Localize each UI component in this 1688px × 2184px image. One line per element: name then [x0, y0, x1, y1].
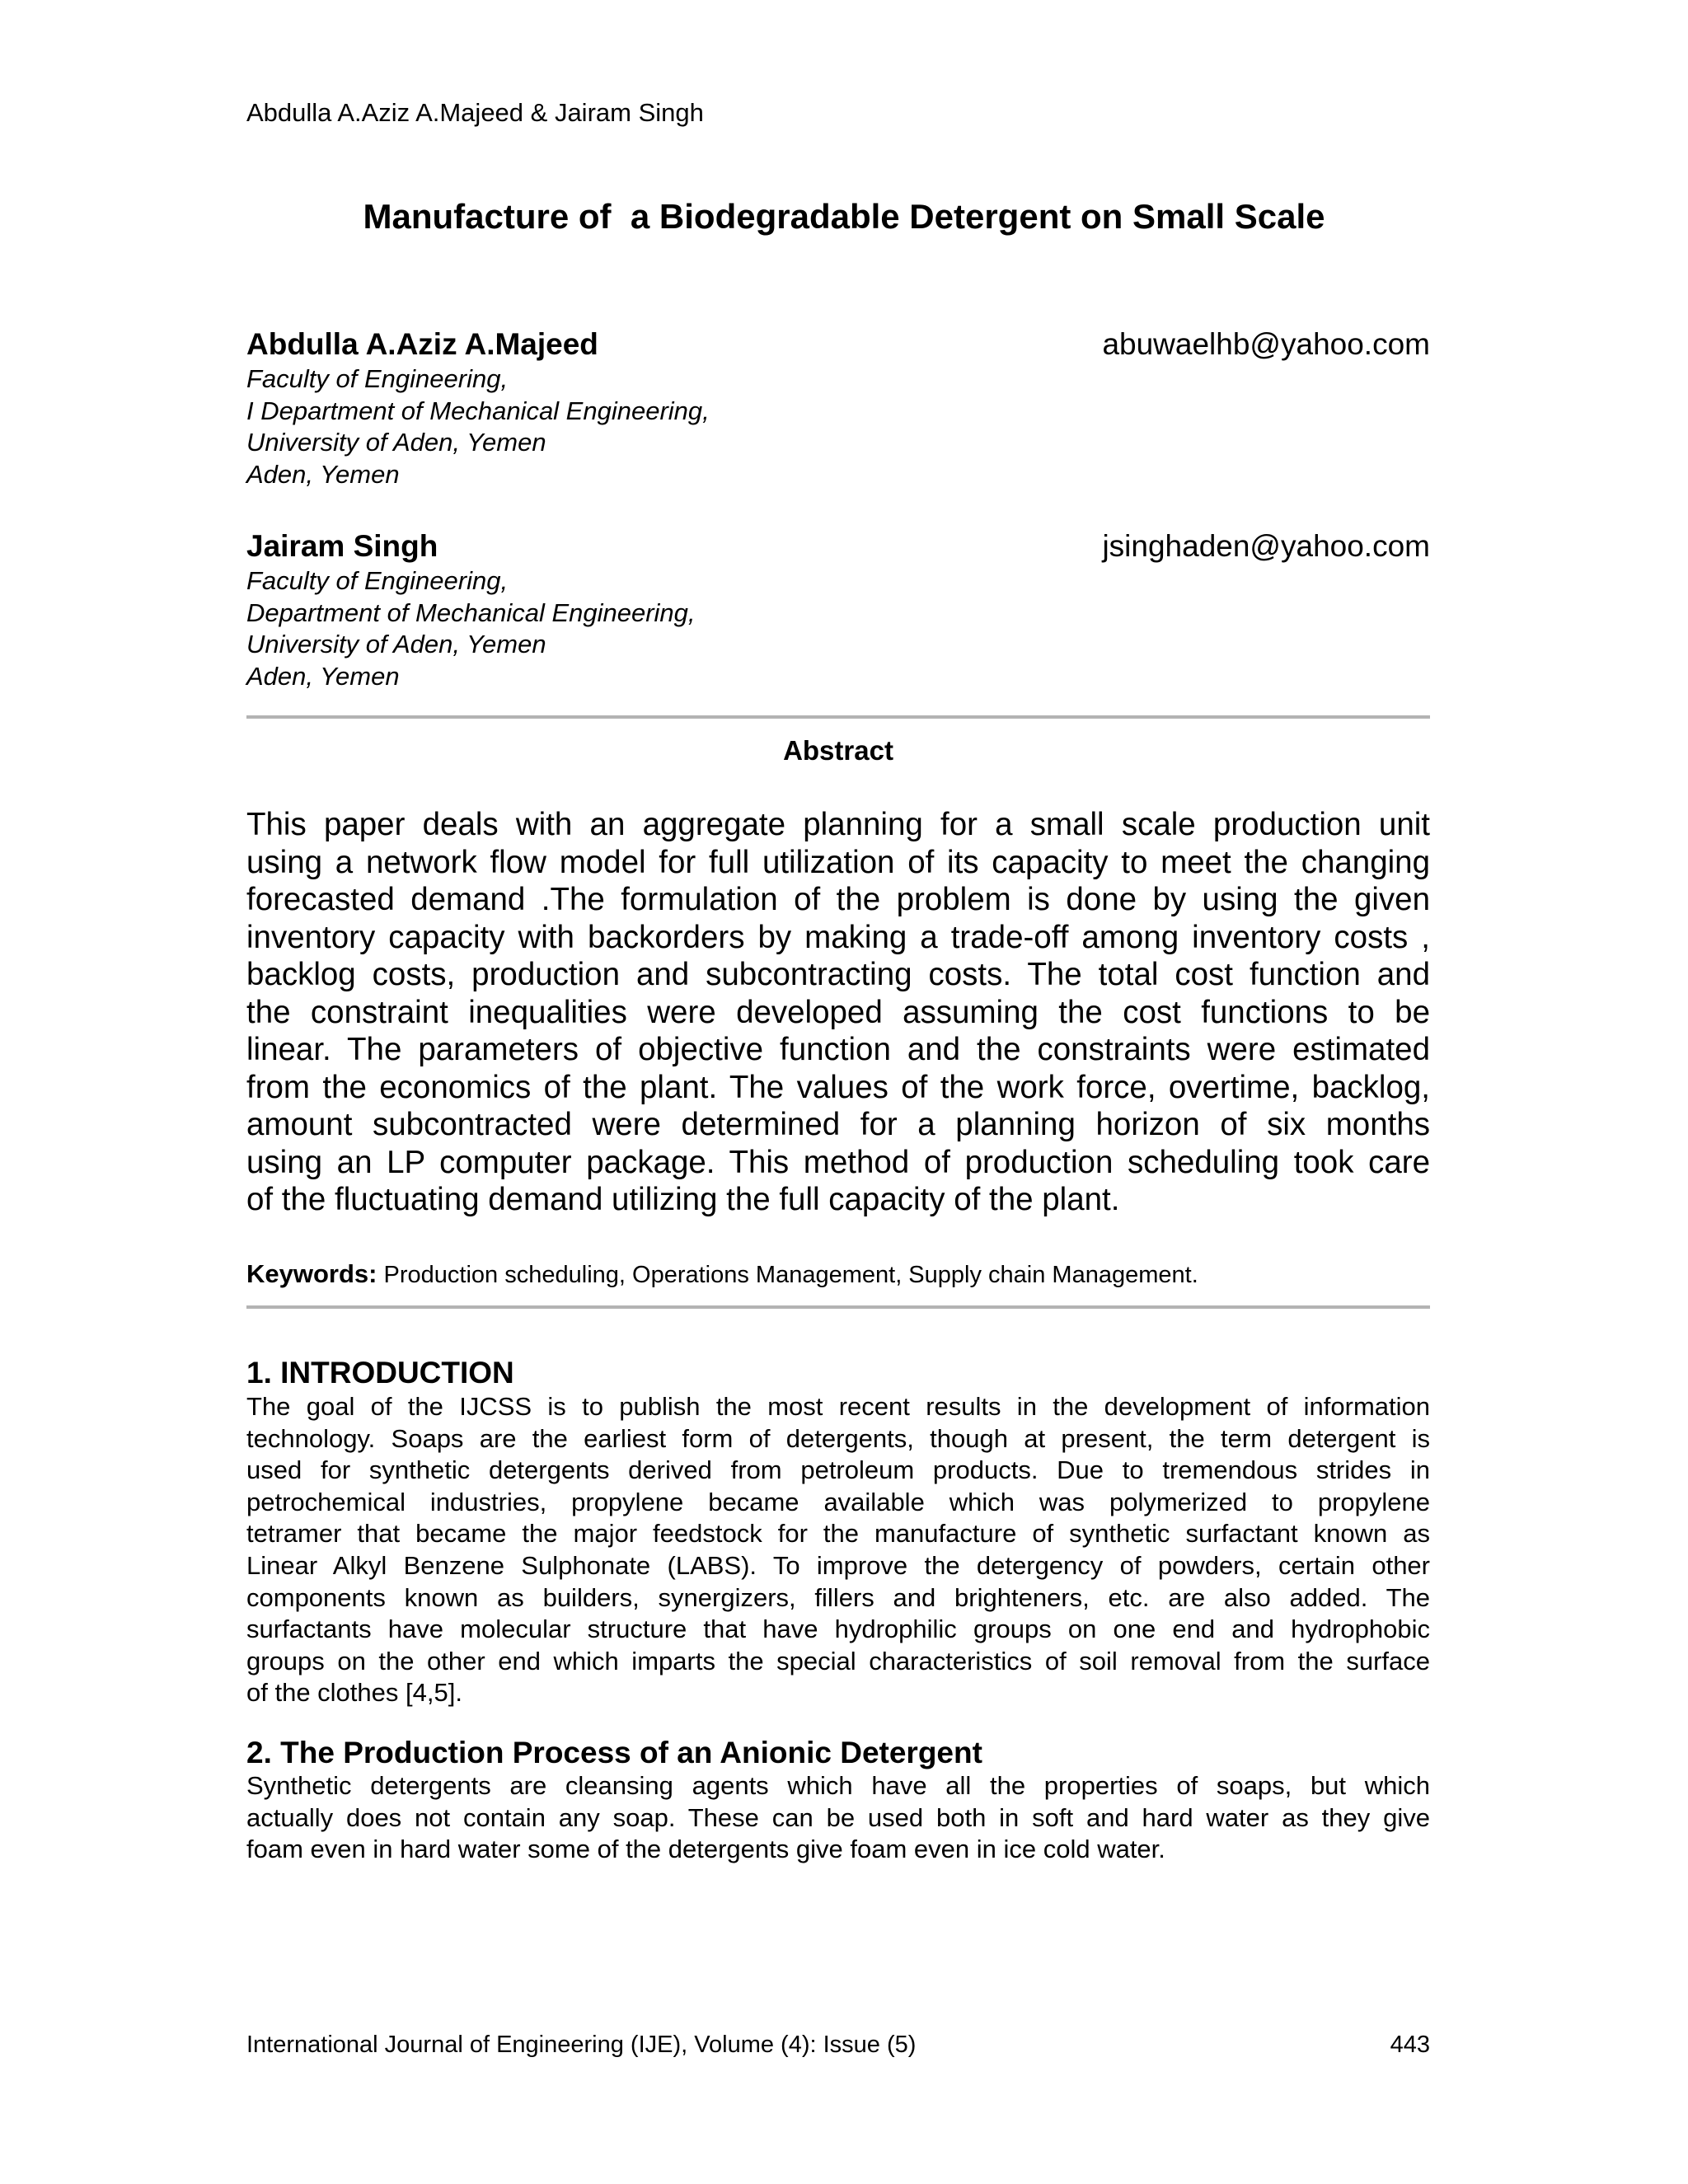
body-line: Synthetic detergents are cleansing agents which have all the properties of soaps, but which: [246, 1771, 1430, 1800]
affiliation-line: University of Aden, Yemen: [246, 630, 546, 658]
keywords-text: Production scheduling, Operations Management, Supply chain Management.: [377, 1262, 1198, 1288]
abstract-heading: Abstract: [783, 735, 893, 766]
section-body: [246, 1391, 1430, 1709]
page-number: 443: [1390, 2032, 1430, 2058]
body-line: Linear Alkyl Benzene Sulphonate (LABS). To improve the detergency of powders, certain other: [246, 1550, 1430, 1580]
abstract-line: linear. The parameters of objective function and the constraints were estimated: [246, 1032, 1430, 1067]
keywords-label: Keywords:: [246, 1259, 377, 1288]
body-line: petrochemical industries, propylene became available which was polymerized to propylene: [246, 1487, 1430, 1516]
author-name: Abdulla A.Aziz A.Majeed: [246, 327, 598, 361]
abstract-body: [246, 806, 1430, 1219]
body-line: groups on the other end which imparts the special characteristics of soil removal from the surface: [246, 1646, 1430, 1675]
paper-title: Manufacture of a Biodegradable Detergent on Small Scale: [363, 197, 1325, 236]
abstract-line: from the economics of the plant. The values of the work force, overtime, backlog,: [246, 1069, 1430, 1105]
body-line: components known as builders, synergizers, fillers and brighteners, etc. are also added. The: [246, 1582, 1430, 1612]
body-line: used for synthetic detergents derived from petroleum products. Due to tremendous strides in: [246, 1455, 1430, 1485]
keywords: [246, 1258, 1430, 1291]
abstract-line: backlog costs, production and subcontracting costs. The total cost function and: [246, 957, 1430, 992]
body-line: surfactants have molecular structure that have hydrophilic groups on one end and hydrophobic: [246, 1615, 1430, 1644]
page-footer: [246, 2029, 1430, 2060]
affiliation-line: Aden, Yemen: [246, 661, 400, 691]
abstract-line: using a network flow model for full utilization of its capacity to meet the changing: [246, 844, 1430, 880]
abstract-line: the constraint inequalities were developed assuming the cost functions to be: [246, 994, 1430, 1030]
author-block: [246, 527, 1430, 692]
affiliation-line: Aden, Yemen: [246, 459, 400, 489]
affiliation-line: University of Aden, Yemen: [246, 428, 546, 457]
abstract-line: amount subcontracted were determined for a planning horizon of six months: [246, 1107, 1430, 1142]
affiliation-line: Faculty of Engineering,: [246, 566, 509, 595]
body-line: foam even in hard water some of the detergents give foam even in ice cold water.: [246, 1835, 1165, 1864]
body-line: tetramer that became the major feedstock for the manufacture of synthetic surfactant known as: [246, 1519, 1430, 1549]
divider: [246, 715, 1430, 719]
affiliation-line: Faculty of Engineering,: [246, 364, 509, 393]
abstract-line: of the fluctuating demand utilizing the full capacity of the plant.: [246, 1182, 1120, 1217]
abstract-line: This paper deals with an aggregate planning for a small scale production unit: [246, 807, 1430, 842]
divider: [246, 1305, 1430, 1309]
section-heading: 2. The Production Process of an Anionic Detergent: [246, 1736, 982, 1769]
author-email: abuwaelhb@yahoo.com: [1102, 327, 1430, 361]
author-name: Jairam Singh: [246, 529, 438, 563]
author-block: [246, 326, 1430, 490]
affiliation-line: I Department of Mechanical Engineering,: [246, 396, 710, 425]
body-line: of the clothes [4,5].: [246, 1678, 462, 1708]
abstract-line: using an LP computer package. This method of production scheduling took care: [246, 1144, 1430, 1180]
abstract-line: inventory capacity with backorders by making a trade-off among inventory costs ,: [246, 919, 1430, 955]
section-heading: 1. INTRODUCTION: [246, 1356, 514, 1390]
affiliation-line: Department of Mechanical Engineering,: [246, 598, 696, 627]
section-body: [246, 1770, 1430, 1866]
author-email: jsinghaden@yahoo.com: [1102, 529, 1430, 563]
running-head: Abdulla A.Aziz A.Majeed & Jairam Singh: [246, 98, 704, 127]
journal-citation: International Journal of Engineering (IJE), Volume (4): Issue (5): [246, 2032, 917, 2058]
body-line: technology. Soaps are the earliest form of detergents, though at present, the term detergent is: [246, 1423, 1430, 1453]
abstract-line: forecasted demand .The formulation of the problem is done by using the given: [246, 882, 1430, 917]
body-line: The goal of the IJCSS is to publish the most recent results in the development of information: [246, 1392, 1430, 1421]
body-line: actually does not contain any soap. These can be used both in soft and hard water as they give: [246, 1802, 1430, 1832]
